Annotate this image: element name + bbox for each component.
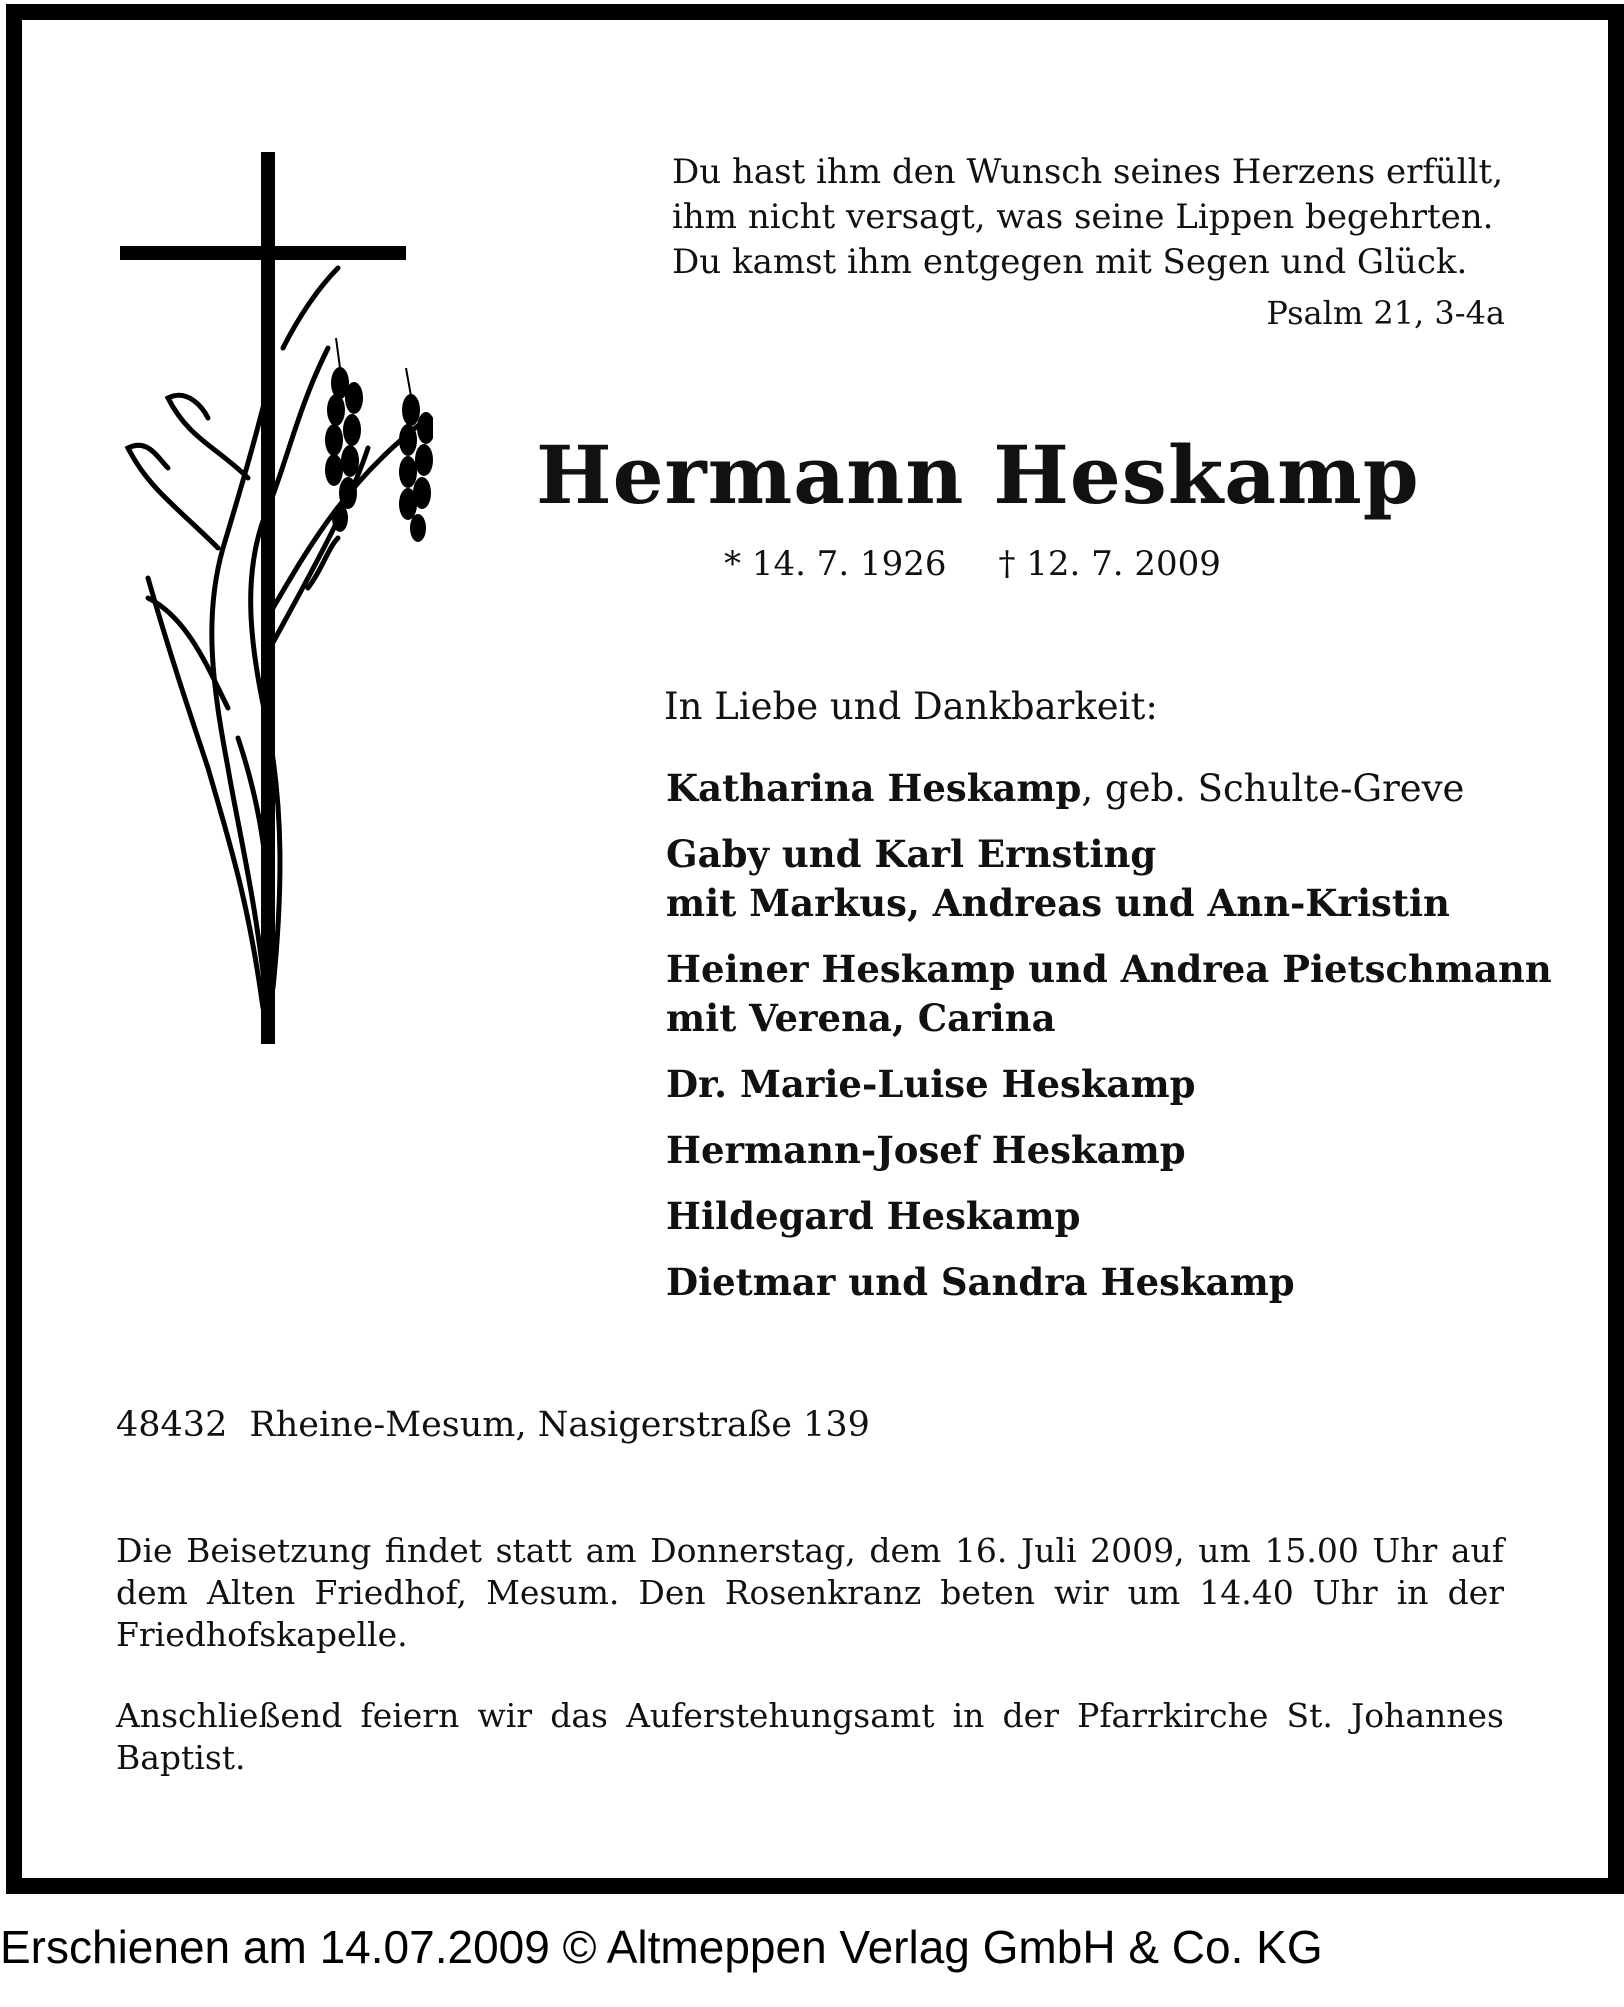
funeral-details: Die Beisetzung findet statt am Donnerstag, dem 16. Juli 2009, um 15.00 Uhr auf dem Alten Friedhof, Mesum. Den Rosenkranz beten wir um 14.40 Uhr in der Friedhofskapelle. <box>116 1531 1504 1654</box>
mourner-name: Hildegard Heskamp <box>666 1194 1081 1238</box>
mourners-list <box>666 764 1566 1324</box>
birth-date: * 14. 7. 1926 <box>724 544 947 584</box>
mourner-name: Dietmar und Sandra Heskamp <box>666 1260 1295 1304</box>
psalm-line: ihm nicht versagt, was seine Lippen begehrten. <box>672 197 1494 237</box>
mourner-group <box>666 764 1566 813</box>
psalm-line: Du hast ihm den Wunsch seines Herzens erfüllt, <box>672 152 1504 192</box>
mourner-name-suffix: , geb. Schulte-Greve <box>1081 767 1465 810</box>
mourners-intro: In Liebe und Dankbarkeit: <box>664 685 1158 728</box>
mourner-group <box>666 830 1566 928</box>
mourner-name: Katharina Heskamp <box>666 766 1082 810</box>
mourner-name: Heiner Heskamp und Andrea Pietschmann <box>666 947 1552 991</box>
mourner-group <box>666 945 1566 1043</box>
mourner-group <box>666 1126 1566 1175</box>
family-address <box>116 1405 870 1445</box>
psalm-line: Du kamst ihm entgegen mit Segen und Glück. <box>672 242 1468 282</box>
mourner-group <box>666 1192 1566 1241</box>
deceased-name: Hermann Heskamp <box>536 428 1420 522</box>
postal-code: 48432 <box>116 1405 228 1445</box>
mourner-name: Gaby und Karl Ernsting <box>666 832 1157 876</box>
mourner-name: Dr. Marie-Luise Heskamp <box>666 1062 1196 1106</box>
cross-with-wheat-icon <box>108 148 433 1048</box>
mass-details: Anschließend feiern wir das Auferstehungsamt in der Pfarrkirche St. Johannes Baptist. <box>116 1696 1504 1777</box>
mourner-children: mit Markus, Andreas und Ann-Kristin <box>666 881 1450 925</box>
mourner-name: Hermann-Josef Heskamp <box>666 1128 1186 1172</box>
death-date: † 12. 7. 2009 <box>998 544 1221 584</box>
publication-footer: Erschienen am 14.07.2009 © Altmeppen Verlag GmbH & Co. KG <box>0 1921 1323 1973</box>
street-address: Rheine-Mesum, Nasigerstraße 139 <box>249 1405 870 1445</box>
life-dates <box>724 544 1221 584</box>
mourner-group <box>666 1258 1566 1307</box>
mourner-group <box>666 1060 1566 1109</box>
mourner-children: mit Verena, Carina <box>666 996 1056 1040</box>
psalm-verse <box>672 150 1507 285</box>
psalm-reference: Psalm 21, 3-4a <box>1266 294 1505 332</box>
